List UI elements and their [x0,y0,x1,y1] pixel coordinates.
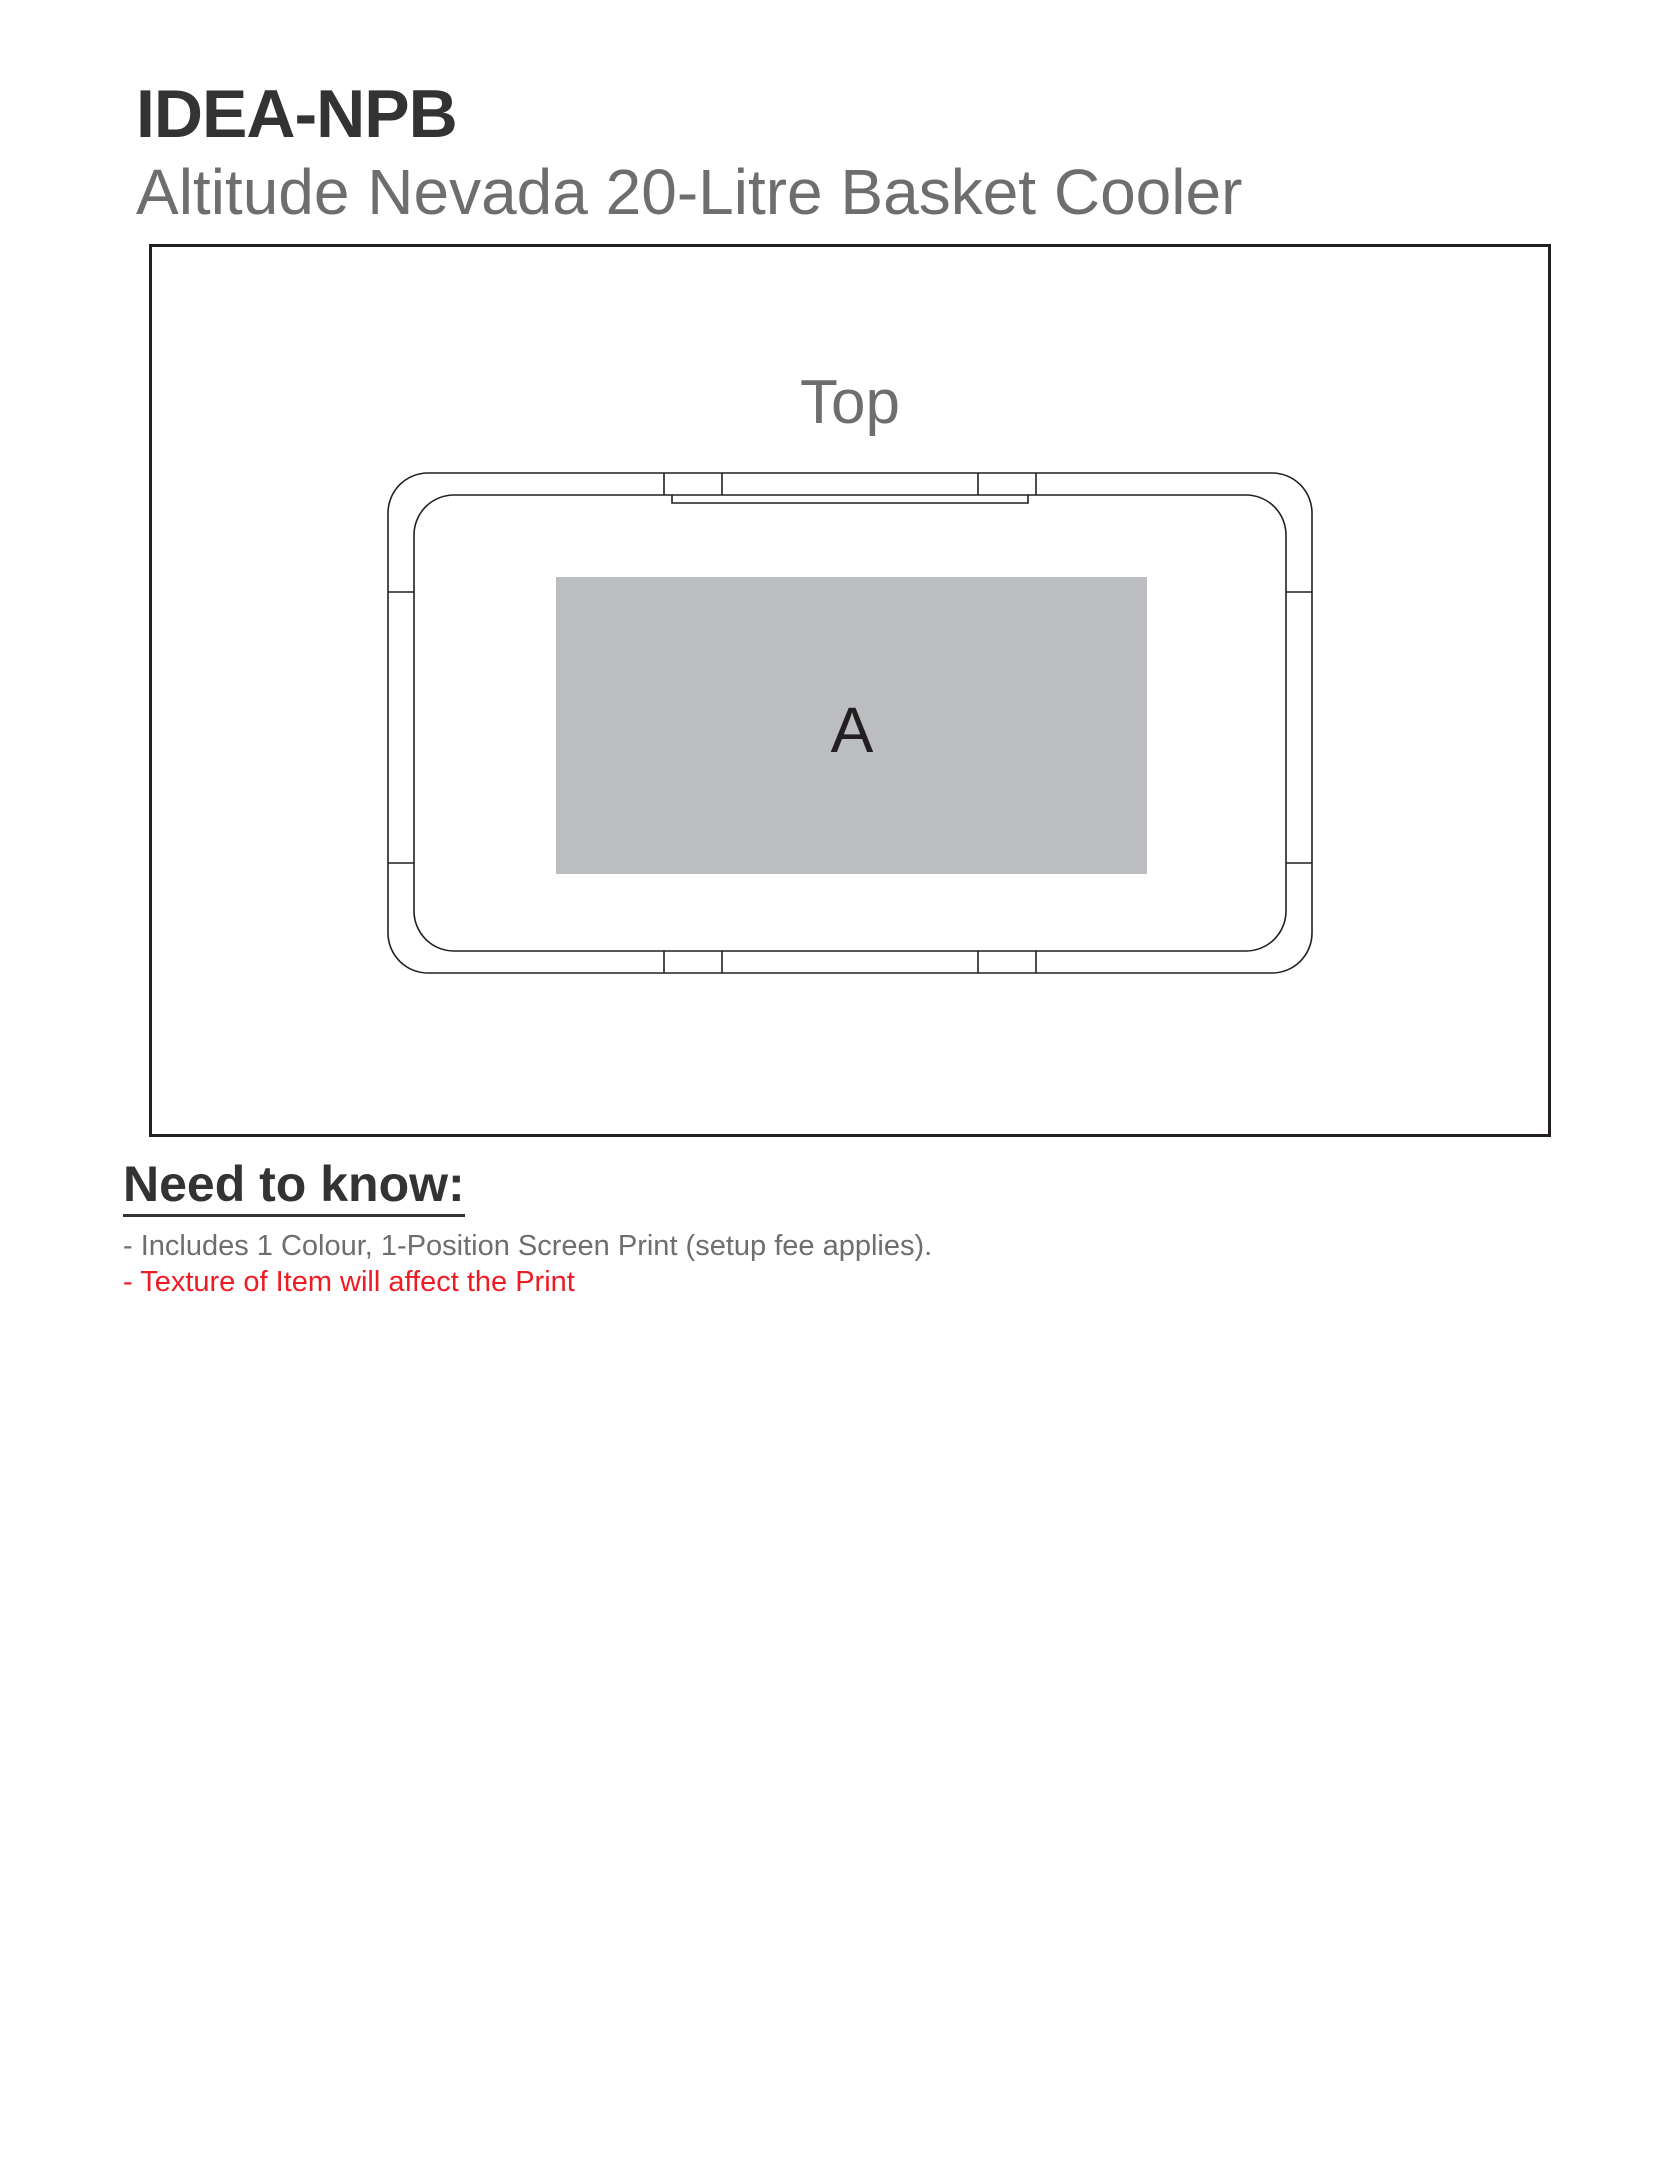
print-diagram-frame [149,244,1551,1137]
note-item: - Includes 1 Colour, 1-Position Screen Print (setup fee applies). [123,1230,933,1262]
view-label: Top [800,368,900,437]
product-name: Altitude Nevada 20-Litre Basket Cooler [136,156,1243,228]
cooler-top-view-diagram [152,247,1548,1134]
need-to-know-heading: Need to know: [123,1157,465,1217]
product-code: IDEA-NPB [136,76,457,152]
top-handle-bar [672,495,1028,503]
note-item-warning: - Texture of Item will affect the Print [123,1266,575,1298]
need-to-know-list [123,1228,932,1300]
print-area-label: A [830,694,874,766]
